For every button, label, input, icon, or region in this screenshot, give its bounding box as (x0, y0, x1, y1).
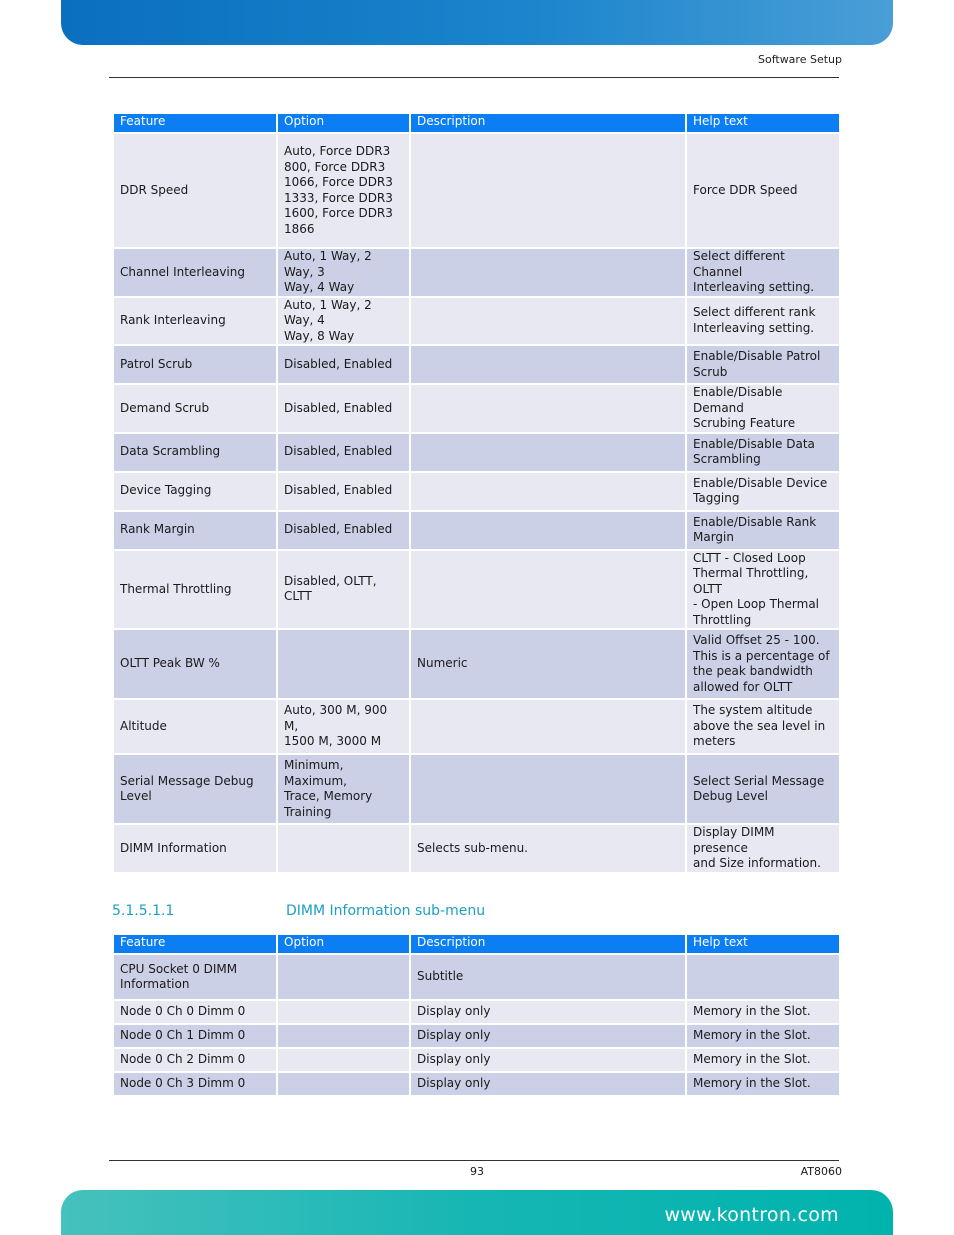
cell-feature: DDR Speed (114, 134, 276, 247)
section-number: 5.1.5.1.1 (112, 903, 175, 919)
cell-option: Disabled, OLTT, CLTT (278, 551, 409, 629)
header-divider (109, 77, 839, 78)
cell-help: Display DIMM presence and Size information. (687, 825, 839, 872)
cell-help: Memory in the Slot. (687, 1001, 839, 1023)
cell-feature: Rank Margin (114, 512, 276, 549)
cell-option (278, 1025, 409, 1047)
bottom-banner (61, 1190, 893, 1235)
setup-options-table (112, 112, 841, 874)
cell-option: Disabled, Enabled (278, 473, 409, 510)
dimm-information-table (112, 933, 841, 1097)
cell-feature: DIMM Information (114, 825, 276, 872)
cell-help: Enable/Disable Data Scrambling (687, 434, 839, 471)
cell-description: Subtitle (411, 955, 685, 999)
table-row (114, 1049, 839, 1071)
cell-description (411, 346, 685, 383)
cell-help: Enable/Disable Demand Scrubing Feature (687, 385, 839, 432)
top-banner (61, 0, 893, 45)
cell-option (278, 1001, 409, 1023)
cell-option: Minimum, Maximum, Trace, Memory Training (278, 755, 409, 823)
cell-description: Display only (411, 1001, 685, 1023)
table-row (114, 1073, 839, 1095)
cell-option (278, 955, 409, 999)
cell-feature: Altitude (114, 700, 276, 753)
cell-help: Memory in the Slot. (687, 1025, 839, 1047)
cell-description (411, 249, 685, 296)
cell-help (687, 955, 839, 999)
cell-help: Select different rank Interleaving setting. (687, 298, 839, 345)
cell-feature: Rank Interleaving (114, 298, 276, 345)
table-header-row (114, 935, 839, 953)
table-row (114, 700, 839, 753)
table-row (114, 434, 839, 471)
table-row (114, 512, 839, 549)
cell-feature: Demand Scrub (114, 385, 276, 432)
cell-description (411, 551, 685, 629)
cell-option: Disabled, Enabled (278, 346, 409, 383)
cell-feature: Node 0 Ch 2 Dimm 0 (114, 1049, 276, 1071)
cell-feature: Node 0 Ch 3 Dimm 0 (114, 1073, 276, 1095)
cell-help: CLTT - Closed Loop Thermal Throttling, OLTT - Open Loop Thermal Throttling (687, 551, 839, 629)
table-row (114, 755, 839, 823)
header-help-text: Help text (687, 114, 839, 132)
cell-feature: Device Tagging (114, 473, 276, 510)
section-heading (112, 903, 485, 919)
cell-option (278, 1049, 409, 1071)
cell-option: Auto, 300 M, 900 M, 1500 M, 3000 M (278, 700, 409, 753)
cell-description (411, 700, 685, 753)
cell-feature: OLTT Peak BW % (114, 630, 276, 698)
page-number: 93 (470, 1165, 484, 1178)
cell-option: Auto, Force DDR3 800, Force DDR3 1066, Force DDR3 1333, Force DDR3 1600, Force DDR3 1866 (278, 134, 409, 247)
table-row (114, 249, 839, 296)
cell-description (411, 385, 685, 432)
table-row (114, 1025, 839, 1047)
cell-option (278, 630, 409, 698)
header-help-text: Help text (687, 935, 839, 953)
cell-feature: CPU Socket 0 DIMM Information (114, 955, 276, 999)
website-url: www.kontron.com (664, 1204, 839, 1226)
document-id: AT8060 (800, 1165, 842, 1178)
cell-help: Select Serial Message Debug Level (687, 755, 839, 823)
cell-description (411, 298, 685, 345)
header-description: Description (411, 935, 685, 953)
table-row (114, 955, 839, 999)
header-option: Option (278, 114, 409, 132)
cell-help: The system altitude above the sea level in meters (687, 700, 839, 753)
header-option: Option (278, 935, 409, 953)
cell-feature: Data Scrambling (114, 434, 276, 471)
table-row (114, 825, 839, 872)
footer-divider (109, 1160, 839, 1161)
cell-help: Memory in the Slot. (687, 1073, 839, 1095)
cell-feature: Node 0 Ch 0 Dimm 0 (114, 1001, 276, 1023)
cell-option: Disabled, Enabled (278, 385, 409, 432)
cell-help: Enable/Disable Patrol Scrub (687, 346, 839, 383)
cell-help: Valid Offset 25 - 100. This is a percentage of the peak bandwidth allowed for OLTT (687, 630, 839, 698)
cell-description (411, 512, 685, 549)
cell-help: Select different Channel Interleaving setting. (687, 249, 839, 296)
header-feature: Feature (114, 935, 276, 953)
cell-option: Auto, 1 Way, 2 Way, 4 Way, 8 Way (278, 298, 409, 345)
table-row (114, 346, 839, 383)
cell-description: Selects sub-menu. (411, 825, 685, 872)
table-row (114, 298, 839, 345)
table-row (114, 473, 839, 510)
cell-feature: Serial Message Debug Level (114, 755, 276, 823)
cell-option (278, 1073, 409, 1095)
cell-description (411, 473, 685, 510)
header-feature: Feature (114, 114, 276, 132)
cell-feature: Node 0 Ch 1 Dimm 0 (114, 1025, 276, 1047)
cell-description: Numeric (411, 630, 685, 698)
cell-description: Display only (411, 1025, 685, 1047)
cell-help: Enable/Disable Rank Margin (687, 512, 839, 549)
cell-description (411, 134, 685, 247)
cell-option: Disabled, Enabled (278, 434, 409, 471)
cell-feature: Channel Interleaving (114, 249, 276, 296)
cell-description: Display only (411, 1073, 685, 1095)
section-title: DIMM Information sub-menu (286, 903, 486, 919)
cell-option: Disabled, Enabled (278, 512, 409, 549)
cell-description: Display only (411, 1049, 685, 1071)
cell-feature: Thermal Throttling (114, 551, 276, 629)
table-row (114, 385, 839, 432)
header-section-title: Software Setup (757, 53, 842, 66)
cell-description (411, 755, 685, 823)
header-description: Description (411, 114, 685, 132)
table-row (114, 630, 839, 698)
cell-description (411, 434, 685, 471)
cell-help: Memory in the Slot. (687, 1049, 839, 1071)
cell-feature: Patrol Scrub (114, 346, 276, 383)
table-header-row (114, 114, 839, 132)
table-row (114, 1001, 839, 1023)
cell-option (278, 825, 409, 872)
cell-help: Force DDR Speed (687, 134, 839, 247)
cell-option: Auto, 1 Way, 2 Way, 3 Way, 4 Way (278, 249, 409, 296)
table-row (114, 134, 839, 247)
table-row (114, 551, 839, 629)
cell-help: Enable/Disable Device Tagging (687, 473, 839, 510)
